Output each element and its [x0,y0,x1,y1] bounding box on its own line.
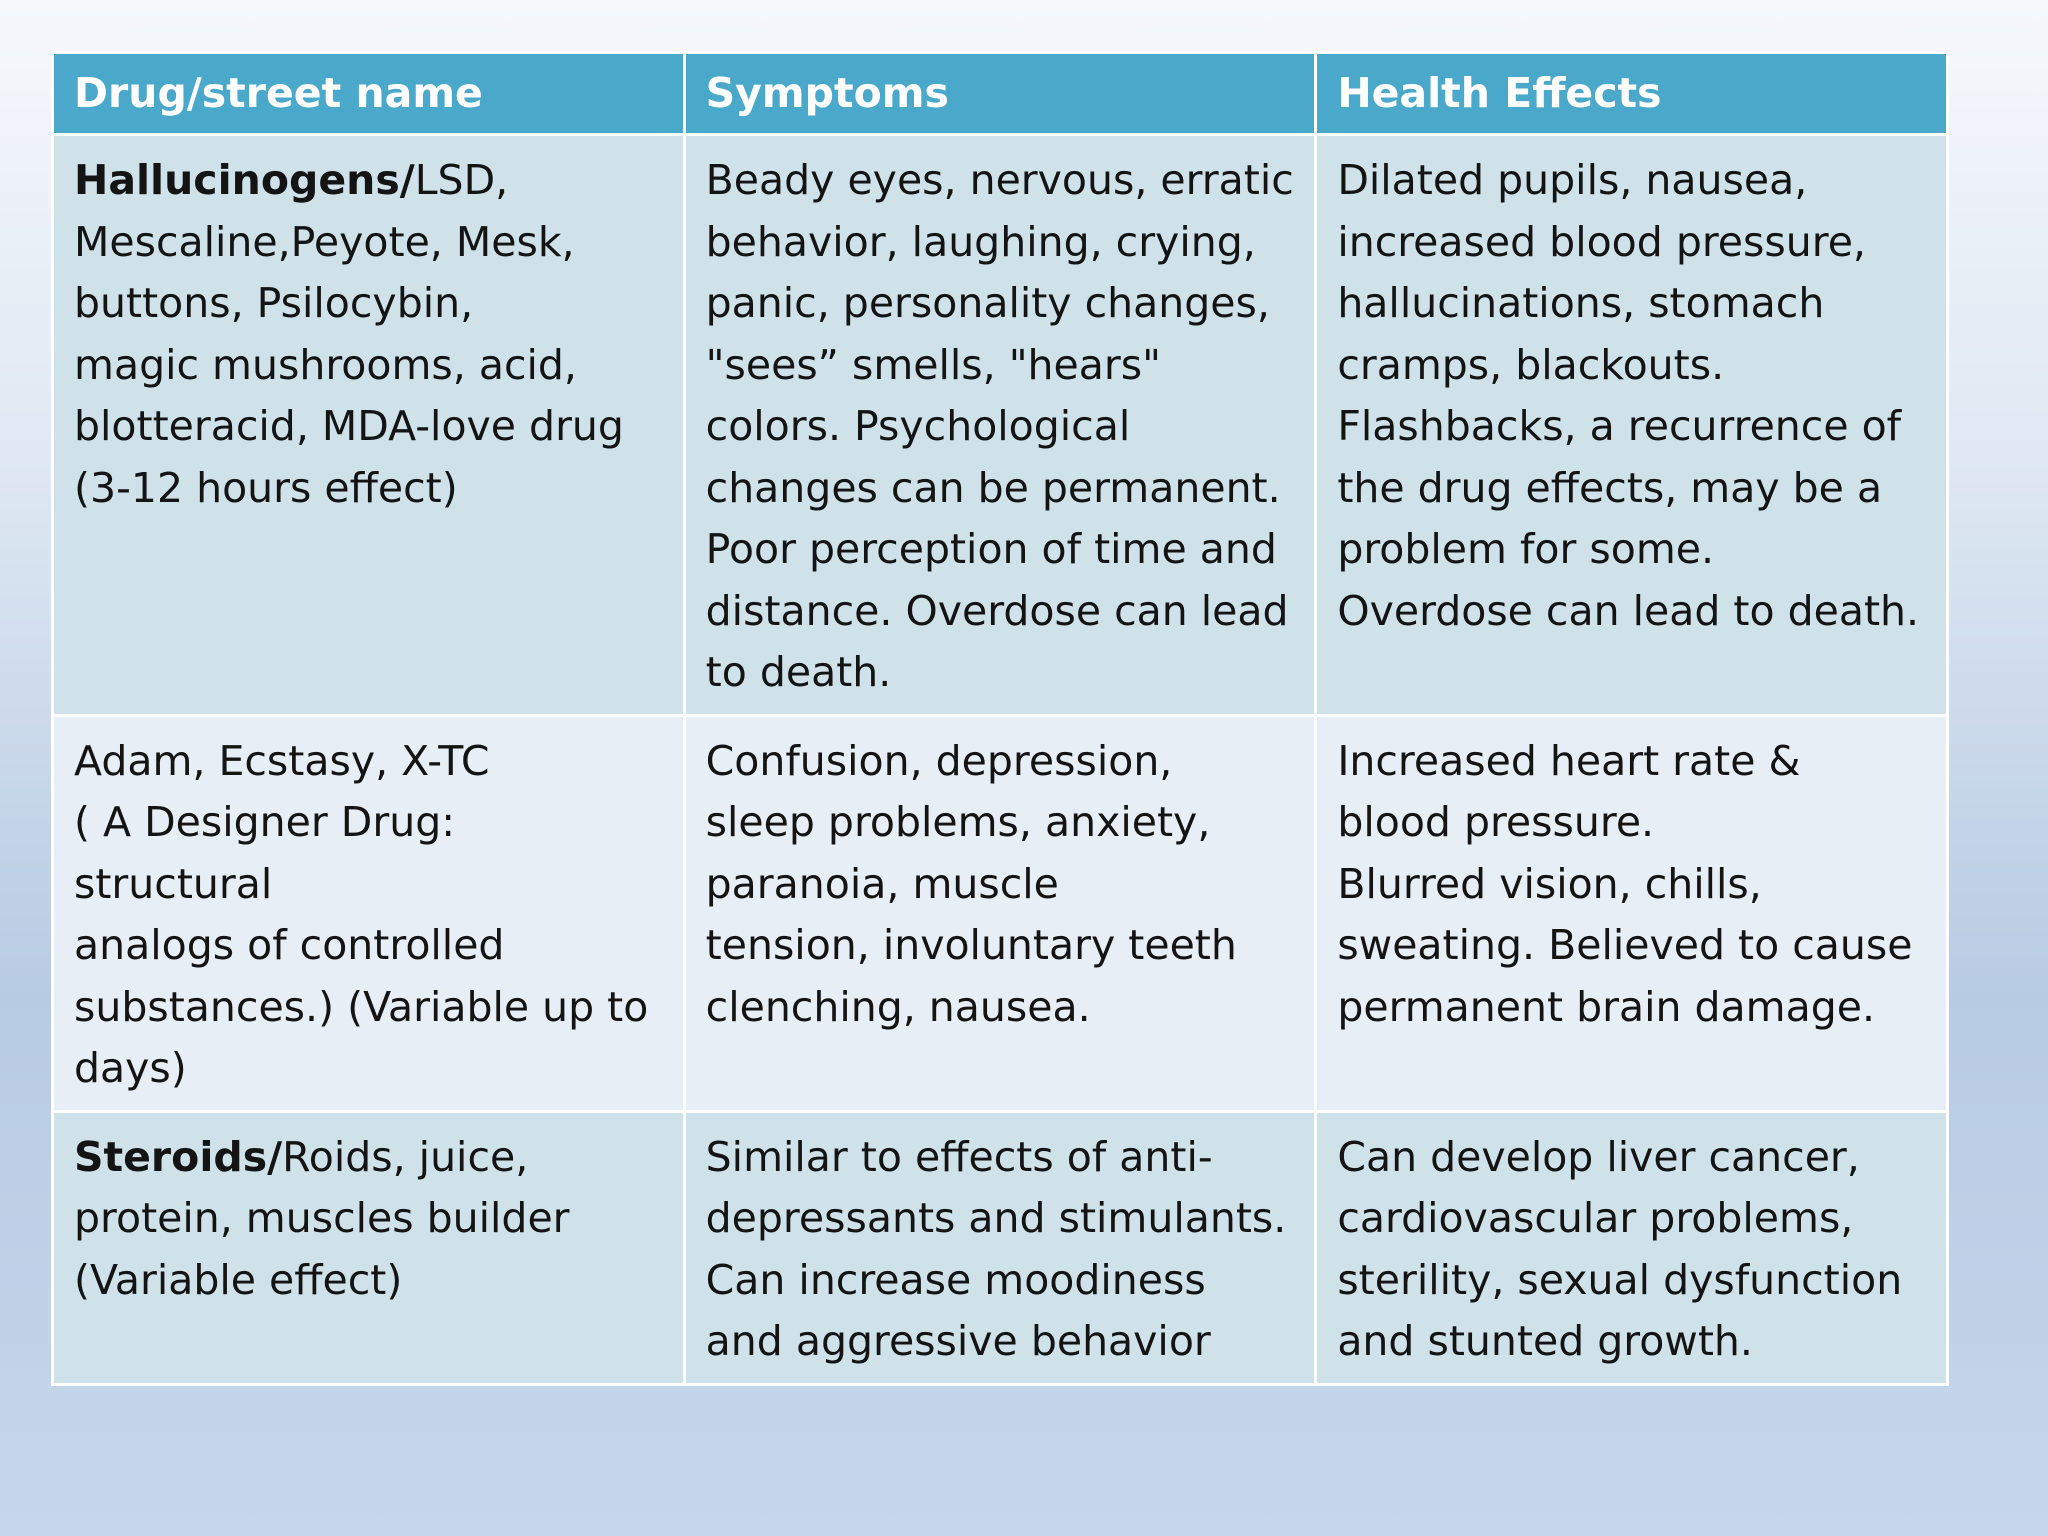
drug-category: Steroids/ [74,1132,283,1181]
symptoms-cell: Similar to effects of anti- depressants and stimulants. Can increase moodiness and aggressive behavior [684,1111,1316,1384]
drug-names: LSD, Mescaline,Peyote, Mesk, buttons, Psilocybin, magic mushrooms, acid, blotteracid, MDA-love drug (3-12 hours effect) [74,156,624,512]
drug-cell [53,1111,685,1384]
table-header [53,53,1948,135]
header-row [53,53,1948,135]
table-row [53,1111,1948,1384]
table-row [53,715,1948,1111]
health-effects-cell: Dilated pupils, nausea, increased blood pressure, hallucinations, stomach cramps, blackouts. Flashbacks, a recurrence of the drug effects, may be a problem for some. Overdose can lead to death. [1316,135,1948,716]
health-effects-cell: Increased heart rate & blood pressure. Blurred vision, chills, sweating. Believed to cause permanent brain damage. [1316,715,1948,1111]
drug-cell [53,135,685,716]
drug-names: Roids, juice, protein, muscles builder (Variable effect) [74,1132,570,1304]
table-row [53,135,1948,716]
drug-names: Adam, Ecstasy, X-TC ( A Designer Drug: structural analogs of controlled substances.) (Variable up to days) [74,736,649,1092]
symptoms-cell: Beady eyes, nervous, erratic behavior, laughing, crying, panic, personality changes, "sees” smells, "hears" colors. Psychological changes can be permanent. Poor perception of time and distance. Overdose can lead to death. [684,135,1316,716]
header-health-effects: Health Effects [1316,53,1948,135]
header-symptoms: Symptoms [684,53,1316,135]
header-drug-street-name: Drug/street name [53,53,685,135]
drug-info-table [51,51,1949,1386]
health-effects-cell: Can develop liver cancer, cardiovascular problems, sterility, sexual dysfunction and stunted growth. [1316,1111,1948,1384]
symptoms-cell: Confusion, depression, sleep problems, anxiety, paranoia, muscle tension, involuntary teeth clenching, nausea. [684,715,1316,1111]
drug-cell [53,715,685,1111]
table-body [53,135,1948,1385]
drug-category: Hallucinogens/ [74,156,415,204]
